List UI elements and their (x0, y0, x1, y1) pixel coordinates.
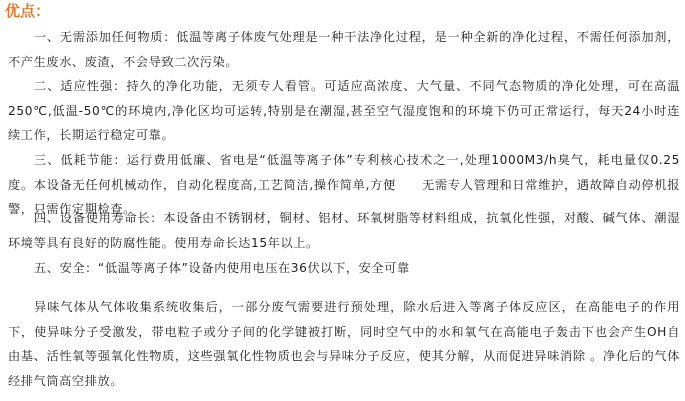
paragraph-adaptability (8, 74, 680, 148)
paragraph-text: 二、适应性强：持久的净化功能，无须专人看管。可适应高浓度、大气量、不同气态物质的净化处理，可在高温250℃,低温-50℃的环境内,净化区均可运转,特别是在潮湿,甚至空气湿度饱和的环境下仍可正常运行，每天24小时连续工作，长期运行稳定可靠。 (8, 79, 680, 143)
paragraph-no-additives (8, 25, 680, 74)
paragraph-text: 异味气体从气体收集系统收集后，一部分废气需要进行预处理，除水后进入等离子体反应区，在高能电子的作用下，使异味分子受激发，带电粒子或分子间的化学键被打断，同时空气中的水和氧气在高能电子轰击下也会产生OH自由基、活性氧等强氧化性物质，这些强氧化性物质也会与异味分子反应，使其分解，从而促进异味消除 。净化后的气体经排气筒高空排放。 (8, 300, 680, 388)
paragraph-text: 四、设备使用寿命长：本设备由不锈钢材，铜材、铝材、环氧树脂等材料组成，抗氧化性强，对酸、碱气体、潮湿环境等具有良好的防腐性能。使用寿命长达15年以上。 (8, 211, 680, 250)
paragraph-text: 五、安全：“低温等离子体”设备内使用电压在36伏以下，安全可靠 (34, 261, 410, 275)
paragraph-text: 一、无需添加任何物质：低温等离子体废气处理是一种干法净化过程，是一种全新的净化过程，不需任何添加剂，不产生废水、废渣，不会导致二次污染。 (8, 30, 680, 69)
paragraph-safety (8, 256, 680, 281)
section-heading: 优点： (5, 2, 51, 20)
paragraph-process-description (8, 295, 680, 393)
paragraph-service-life (8, 206, 680, 255)
paragraph-text: 三、低耗节能：运行费用低廉、省电是“低温等离子体”专利核心技术之一,处理1000M3/h臭气，耗电量仅0.25度。本设备无任何机械动作，自动化程度高,工艺简洁,操作简单,方便 (8, 153, 680, 192)
paragraph-text-continued: 无需专人管理和日常维护，遇故障自动停机报警，只需作定期检查。 (8, 177, 681, 217)
